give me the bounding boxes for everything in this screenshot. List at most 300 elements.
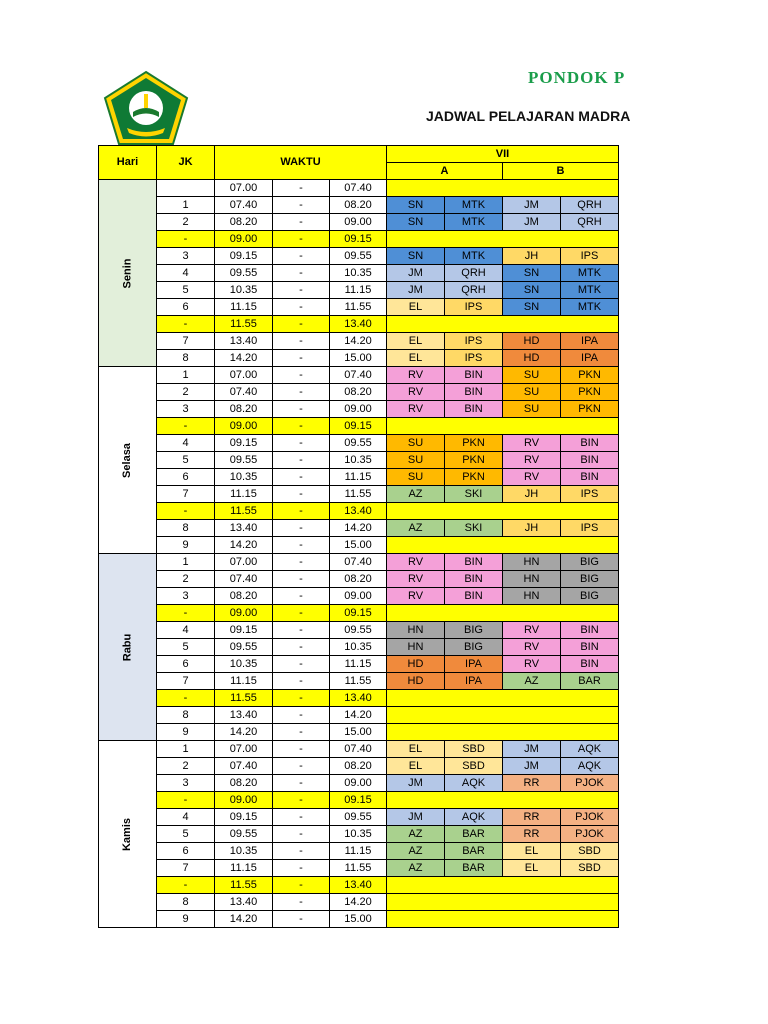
class-b-subject: PKN (561, 384, 619, 401)
time-end: 13.40 (330, 503, 387, 520)
class-a-subject: PKN (445, 435, 503, 452)
time-start: 10.35 (215, 282, 273, 299)
time-separator: - (273, 401, 330, 418)
period-number: - (157, 877, 215, 894)
time-end: 08.20 (330, 384, 387, 401)
period-number: 2 (157, 384, 215, 401)
class-b-teacher: RR (503, 809, 561, 826)
class-a-teacher: RV (387, 554, 445, 571)
header-kelas: VII (387, 146, 619, 163)
class-b-teacher: RV (503, 452, 561, 469)
time-start: 07.00 (215, 554, 273, 571)
period-number: - (157, 690, 215, 707)
time-start: 09.55 (215, 639, 273, 656)
time-end: 10.35 (330, 826, 387, 843)
time-separator: - (273, 197, 330, 214)
period-number: 4 (157, 809, 215, 826)
time-start: 07.40 (215, 384, 273, 401)
period-number: 3 (157, 588, 215, 605)
table-row (99, 724, 619, 741)
header-waktu: WAKTU (215, 146, 387, 180)
class-a-subject: BAR (445, 826, 503, 843)
table-row (99, 741, 619, 758)
class-a-teacher: SU (387, 469, 445, 486)
period-number: - (157, 231, 215, 248)
period-number: 8 (157, 707, 215, 724)
time-end: 13.40 (330, 316, 387, 333)
class-b-teacher: SN (503, 265, 561, 282)
day-label (99, 180, 157, 367)
class-b-subject: AQK (561, 758, 619, 775)
time-separator: - (273, 469, 330, 486)
class-b-teacher: RV (503, 639, 561, 656)
empty-slot (387, 690, 619, 707)
time-start: 14.20 (215, 350, 273, 367)
class-a-subject: BAR (445, 843, 503, 860)
time-separator: - (273, 384, 330, 401)
time-start: 09.55 (215, 452, 273, 469)
time-separator: - (273, 775, 330, 792)
period-number: 7 (157, 486, 215, 503)
table-row (99, 690, 619, 707)
day-name: Rabu (121, 633, 133, 661)
class-b-teacher: HN (503, 588, 561, 605)
table-row (99, 180, 619, 197)
period-number: 7 (157, 673, 215, 690)
time-separator: - (273, 605, 330, 622)
time-separator: - (273, 367, 330, 384)
time-end: 07.40 (330, 554, 387, 571)
period-number: 6 (157, 656, 215, 673)
time-start: 11.15 (215, 673, 273, 690)
class-a-teacher: JM (387, 809, 445, 826)
class-a-subject: PKN (445, 452, 503, 469)
time-start: 07.40 (215, 571, 273, 588)
empty-slot (387, 231, 619, 248)
class-a-subject: BIG (445, 639, 503, 656)
time-separator: - (273, 333, 330, 350)
table-row (99, 282, 619, 299)
time-end: 11.55 (330, 673, 387, 690)
table-row (99, 248, 619, 265)
class-a-teacher: AZ (387, 520, 445, 537)
class-a-subject: PKN (445, 469, 503, 486)
class-a-subject: BIN (445, 384, 503, 401)
period-number: 5 (157, 826, 215, 843)
time-end: 11.55 (330, 299, 387, 316)
time-end: 11.15 (330, 656, 387, 673)
class-b-subject: IPA (561, 333, 619, 350)
period-number: 9 (157, 537, 215, 554)
empty-slot (387, 180, 619, 197)
period-number: 4 (157, 435, 215, 452)
class-b-subject: IPS (561, 486, 619, 503)
class-a-subject: MTK (445, 197, 503, 214)
empty-slot (387, 911, 619, 928)
class-b-subject: BIG (561, 588, 619, 605)
period-number: 7 (157, 860, 215, 877)
table-row (99, 639, 619, 656)
period-number: 3 (157, 401, 215, 418)
class-a-subject: IPA (445, 656, 503, 673)
period-number: 1 (157, 741, 215, 758)
class-b-subject: BIN (561, 452, 619, 469)
time-end: 09.55 (330, 435, 387, 452)
period-number: 5 (157, 452, 215, 469)
table-row (99, 707, 619, 724)
time-separator: - (273, 554, 330, 571)
class-a-teacher: HD (387, 656, 445, 673)
class-a-teacher: AZ (387, 826, 445, 843)
class-b-subject: PJOK (561, 775, 619, 792)
time-start: 10.35 (215, 656, 273, 673)
time-end: 09.15 (330, 418, 387, 435)
table-row (99, 894, 619, 911)
table-row (99, 656, 619, 673)
class-b-subject: PKN (561, 401, 619, 418)
time-start: 08.20 (215, 401, 273, 418)
time-start: 11.55 (215, 503, 273, 520)
time-separator: - (273, 860, 330, 877)
class-a-subject: BIN (445, 367, 503, 384)
time-start: 09.00 (215, 792, 273, 809)
class-a-teacher: HN (387, 622, 445, 639)
page-title: PONDOK P (528, 68, 626, 87)
period-number: 6 (157, 843, 215, 860)
time-separator: - (273, 588, 330, 605)
period-number: 3 (157, 775, 215, 792)
time-end: 11.55 (330, 860, 387, 877)
class-b-subject: BIG (561, 571, 619, 588)
time-separator: - (273, 690, 330, 707)
class-a-teacher: JM (387, 282, 445, 299)
class-b-subject: PJOK (561, 809, 619, 826)
period-number: 2 (157, 571, 215, 588)
time-start: 11.55 (215, 316, 273, 333)
table-row (99, 860, 619, 877)
time-start: 09.15 (215, 622, 273, 639)
class-a-teacher: EL (387, 333, 445, 350)
time-start: 14.20 (215, 724, 273, 741)
time-separator: - (273, 214, 330, 231)
time-end: 09.00 (330, 401, 387, 418)
class-b-subject: BIN (561, 639, 619, 656)
table-row (99, 554, 619, 571)
empty-slot (387, 707, 619, 724)
class-a-subject: AQK (445, 775, 503, 792)
class-a-subject: QRH (445, 265, 503, 282)
empty-slot (387, 605, 619, 622)
time-separator: - (273, 350, 330, 367)
time-start: 07.00 (215, 367, 273, 384)
table-row (99, 435, 619, 452)
time-end: 15.00 (330, 911, 387, 928)
time-separator: - (273, 639, 330, 656)
class-b-teacher: EL (503, 843, 561, 860)
class-b-subject: SBD (561, 843, 619, 860)
class-a-subject: BIG (445, 622, 503, 639)
time-end: 07.40 (330, 180, 387, 197)
class-b-subject: PJOK (561, 826, 619, 843)
class-a-subject: BIN (445, 401, 503, 418)
class-b-teacher: SU (503, 401, 561, 418)
class-a-teacher: JM (387, 265, 445, 282)
time-end: 14.20 (330, 707, 387, 724)
class-a-subject: IPS (445, 333, 503, 350)
table-row (99, 537, 619, 554)
table-row (99, 809, 619, 826)
period-number: 1 (157, 367, 215, 384)
time-separator: - (273, 673, 330, 690)
time-start: 11.55 (215, 877, 273, 894)
time-end: 09.15 (330, 792, 387, 809)
period-number: 6 (157, 299, 215, 316)
table-row (99, 503, 619, 520)
time-separator: - (273, 911, 330, 928)
time-start: 09.55 (215, 826, 273, 843)
time-start: 09.15 (215, 809, 273, 826)
class-b-subject: QRH (561, 197, 619, 214)
period-number: 2 (157, 214, 215, 231)
class-b-subject: IPA (561, 350, 619, 367)
class-b-teacher: HD (503, 350, 561, 367)
time-start: 07.40 (215, 197, 273, 214)
page-subtitle: JADWAL PELAJARAN MADRA (426, 108, 631, 124)
period-number: - (157, 792, 215, 809)
time-start: 13.40 (215, 894, 273, 911)
time-end: 14.20 (330, 520, 387, 537)
time-separator: - (273, 758, 330, 775)
table-row (99, 588, 619, 605)
time-end: 10.35 (330, 639, 387, 656)
time-separator: - (273, 843, 330, 860)
table-row (99, 792, 619, 809)
period-number: 4 (157, 622, 215, 639)
class-b-teacher: RV (503, 469, 561, 486)
period-number: 8 (157, 520, 215, 537)
class-b-teacher: RR (503, 775, 561, 792)
time-start: 09.15 (215, 248, 273, 265)
time-start: 11.55 (215, 690, 273, 707)
empty-slot (387, 894, 619, 911)
class-b-subject: AQK (561, 741, 619, 758)
header-class-a: A (387, 163, 503, 180)
time-end: 14.20 (330, 333, 387, 350)
class-a-teacher: RV (387, 401, 445, 418)
class-a-subject: BIN (445, 571, 503, 588)
class-a-subject: BIN (445, 554, 503, 571)
table-row (99, 452, 619, 469)
time-end: 09.00 (330, 775, 387, 792)
class-a-teacher: EL (387, 741, 445, 758)
time-separator: - (273, 656, 330, 673)
class-a-teacher: AZ (387, 860, 445, 877)
table-row (99, 418, 619, 435)
time-end: 15.00 (330, 724, 387, 741)
time-separator: - (273, 248, 330, 265)
header-hari: Hari (99, 146, 157, 180)
day-label (99, 741, 157, 928)
time-end: 09.55 (330, 809, 387, 826)
class-a-subject: BIN (445, 588, 503, 605)
time-end: 08.20 (330, 197, 387, 214)
period-number: 5 (157, 639, 215, 656)
time-separator: - (273, 724, 330, 741)
time-separator: - (273, 180, 330, 197)
time-end: 09.55 (330, 622, 387, 639)
day-name: Selasa (121, 442, 133, 478)
time-end: 09.15 (330, 605, 387, 622)
class-b-teacher: RV (503, 435, 561, 452)
table-row (99, 826, 619, 843)
empty-slot (387, 316, 619, 333)
period-number: 1 (157, 197, 215, 214)
time-separator: - (273, 622, 330, 639)
table-row (99, 299, 619, 316)
class-b-teacher: JM (503, 741, 561, 758)
class-a-teacher: RV (387, 571, 445, 588)
time-start: 08.20 (215, 775, 273, 792)
class-b-teacher: HN (503, 571, 561, 588)
class-b-teacher: SU (503, 384, 561, 401)
time-end: 08.20 (330, 758, 387, 775)
time-start: 14.20 (215, 537, 273, 554)
class-b-teacher: JH (503, 248, 561, 265)
period-number: 1 (157, 554, 215, 571)
class-b-subject: BIN (561, 469, 619, 486)
time-start: 07.00 (215, 741, 273, 758)
class-a-teacher: HN (387, 639, 445, 656)
time-start: 07.00 (215, 180, 273, 197)
time-separator: - (273, 894, 330, 911)
class-a-teacher: AZ (387, 486, 445, 503)
time-separator: - (273, 741, 330, 758)
period-number: 6 (157, 469, 215, 486)
time-separator: - (273, 503, 330, 520)
time-end: 11.15 (330, 843, 387, 860)
class-b-teacher: RV (503, 622, 561, 639)
class-a-subject: SBD (445, 758, 503, 775)
time-separator: - (273, 231, 330, 248)
period-number: 3 (157, 248, 215, 265)
time-start: 09.00 (215, 231, 273, 248)
period-number: - (157, 503, 215, 520)
class-b-teacher: JH (503, 520, 561, 537)
time-start: 10.35 (215, 469, 273, 486)
table-row (99, 571, 619, 588)
class-b-teacher: HD (503, 333, 561, 350)
time-end: 09.00 (330, 214, 387, 231)
time-end: 11.15 (330, 282, 387, 299)
class-b-subject: IPS (561, 520, 619, 537)
time-end: 07.40 (330, 367, 387, 384)
class-a-teacher: SU (387, 452, 445, 469)
class-b-subject: PKN (561, 367, 619, 384)
class-a-teacher: EL (387, 350, 445, 367)
class-b-subject: BIN (561, 622, 619, 639)
class-b-teacher: JM (503, 197, 561, 214)
class-b-teacher: SU (503, 367, 561, 384)
time-separator: - (273, 418, 330, 435)
time-separator: - (273, 877, 330, 894)
day-label (99, 367, 157, 554)
time-separator: - (273, 486, 330, 503)
table-row (99, 622, 619, 639)
time-end: 13.40 (330, 690, 387, 707)
time-separator: - (273, 282, 330, 299)
period-number: - (157, 316, 215, 333)
time-separator: - (273, 265, 330, 282)
class-b-teacher: AZ (503, 673, 561, 690)
class-b-subject: IPS (561, 248, 619, 265)
class-b-subject: SBD (561, 860, 619, 877)
class-a-subject: AQK (445, 809, 503, 826)
class-b-teacher: HN (503, 554, 561, 571)
class-a-teacher: RV (387, 588, 445, 605)
empty-slot (387, 418, 619, 435)
time-separator: - (273, 316, 330, 333)
class-a-subject: SBD (445, 741, 503, 758)
period-number: 8 (157, 894, 215, 911)
day-name: Senin (120, 258, 133, 288)
class-a-teacher: SN (387, 248, 445, 265)
class-b-subject: BIG (561, 554, 619, 571)
time-end: 07.40 (330, 741, 387, 758)
class-a-teacher: RV (387, 384, 445, 401)
time-start: 09.55 (215, 265, 273, 282)
period-number: 4 (157, 265, 215, 282)
class-a-teacher: HD (387, 673, 445, 690)
class-b-teacher: JM (503, 758, 561, 775)
class-b-subject: QRH (561, 214, 619, 231)
table-row (99, 231, 619, 248)
time-end: 13.40 (330, 877, 387, 894)
time-separator: - (273, 537, 330, 554)
time-start: 09.00 (215, 418, 273, 435)
time-separator: - (273, 452, 330, 469)
period-number: 9 (157, 911, 215, 928)
empty-slot (387, 503, 619, 520)
table-row (99, 843, 619, 860)
class-a-teacher: RV (387, 367, 445, 384)
table-row (99, 350, 619, 367)
time-separator: - (273, 571, 330, 588)
class-a-subject: SKI (445, 520, 503, 537)
class-a-subject: IPS (445, 299, 503, 316)
class-a-teacher: EL (387, 299, 445, 316)
time-separator: - (273, 435, 330, 452)
period-number: 5 (157, 282, 215, 299)
time-end: 15.00 (330, 350, 387, 367)
time-end: 10.35 (330, 452, 387, 469)
table-row (99, 333, 619, 350)
time-separator: - (273, 520, 330, 537)
empty-slot (387, 792, 619, 809)
time-start: 09.15 (215, 435, 273, 452)
table-row (99, 214, 619, 231)
time-start: 08.20 (215, 214, 273, 231)
class-a-subject: QRH (445, 282, 503, 299)
class-b-subject: BIN (561, 435, 619, 452)
period-number: 9 (157, 724, 215, 741)
class-a-subject: MTK (445, 214, 503, 231)
time-end: 09.55 (330, 248, 387, 265)
period-number: 8 (157, 350, 215, 367)
class-a-teacher: SN (387, 214, 445, 231)
time-separator: - (273, 707, 330, 724)
time-end: 09.15 (330, 231, 387, 248)
time-separator: - (273, 809, 330, 826)
